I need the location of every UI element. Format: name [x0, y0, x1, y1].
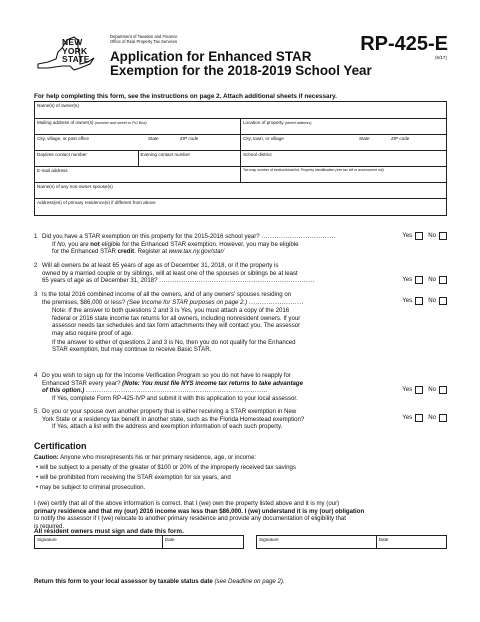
question-3: 3 Is the total 2016 combined income of all the owners, and of any owners' spouses residing on the premises, $86,000 or less? (See Income for STAR purposes on page 2.) ......................... Note: If the answer to both questions 2 and 3 is Yes, you must attach a copy of the 2016 federal or 2016 state income tax returns for all owners, including nonresident owners. If your assessor needs tax schedules and tax form attachments they will contact you. The assessor may also require proof of age. If the answer to either of questions 2 and 3 is No, then you do not qualify for the Enhanced STAR exemption, but may continue to receive Basic STAR. Yes No: [34, 291, 447, 354]
bullet-item: • will be subject to a penalty of the greater of $100 or 20% of the improperly received tax savings: [36, 464, 296, 471]
q4-yes-checkbox[interactable]: [415, 386, 423, 394]
q2-yes-checkbox[interactable]: [415, 276, 423, 284]
signature-field-2[interactable]: Signature: [259, 537, 279, 542]
date-field-2[interactable]: Date: [376, 536, 446, 548]
all-resident-owners-note: All resident owners must sign and date this form.: [34, 528, 184, 535]
q1-answer: Yes No: [402, 232, 447, 240]
q4-answer: Yes No: [402, 386, 447, 394]
return-instructions: Return this form to your local assessor by taxable status date (see Deadline on page 2).: [34, 578, 285, 585]
property-city-field[interactable]: City, town, or village State ZIP code: [240, 135, 446, 150]
date-field-1[interactable]: Date: [162, 536, 243, 548]
department-name: Department of Taxation and Finance Office of Real Property Tax Services: [110, 34, 178, 45]
owner-names-field[interactable]: Name(s) of owner(s): [37, 103, 79, 108]
evening-phone-field[interactable]: Evening contact number: [138, 151, 241, 166]
mailing-city-field[interactable]: City, village, or post office State ZIP code: [37, 136, 199, 141]
question-4: 4 Do you wish to sign up for the Income Verification Program so you do not have to reapply for Enhanced STAR every year? (Note: You must file NYS income tax returns to take advantage of this option.) ................................................................................... If Yes, complete Form RP-425-IVP and submit it with this application to your local assessor. Yes No: [34, 372, 447, 402]
q4-no-checkbox[interactable]: [439, 386, 447, 394]
school-district-field[interactable]: School district: [240, 151, 446, 166]
question-5: 5 Do you or your spouse own another property that is either receiving a STAR exemption in New York State or a residency tax benefit in another state, such as the Florida Homestead exemption? If Yes, attach a list with the address and exemption information of each such property. Yes No: [34, 408, 447, 431]
email-field[interactable]: E-mail address: [37, 168, 68, 173]
q3-yes-checkbox[interactable]: [415, 297, 423, 305]
question-1: 1 Did you have a STAR exemption on this property for the 2015-2016 school year? .................................. If No, you are not eligible for the Enhanced STAR exemption. However, you may be eligible for the Enhanced STAR credit. Register at www.tax.ny.gov/star/ Yes No: [34, 233, 447, 256]
q5-no-checkbox[interactable]: [439, 414, 447, 422]
logo-text: NEW YORK STATE: [62, 37, 90, 64]
caution-text: Caution: Anyone who misrepresents his or her primary residence, age, or income:: [34, 454, 257, 461]
non-owner-spouse-field[interactable]: Name(s) of any non-owner spouse(s): [37, 184, 113, 189]
daytime-phone-field[interactable]: Daytime contact number: [37, 152, 87, 157]
owner-info-table: [34, 101, 447, 216]
form-number: RP-425-E: [360, 33, 448, 55]
certification-heading: Certification: [34, 441, 87, 451]
tax-map-field[interactable]: Tax map number of section/block/lot: Property identification (see tax bill or assessment roll): [240, 167, 446, 182]
certification-text: I (we) certify that all of the above information is correct, that I (we) own the property listed above and it is my (our) primary residence and that my (our) 2016 income was less than $86,000. I (we) understand it is my (our) obligation to notify the assessor if I (we) relocate to another primary residence and provide any documentation of eligibility that is required.: [34, 500, 365, 530]
q2-answer: Yes No: [402, 276, 447, 284]
bullet-item: • will be prohibited from receiving the STAR exemption for six years, and: [36, 474, 231, 481]
q5-yes-checkbox[interactable]: [415, 414, 423, 422]
q1-yes-checkbox[interactable]: [415, 232, 423, 240]
signature-field-1[interactable]: Signature: [37, 537, 57, 542]
question-2: 2 Will all owners be at least 65 years of age as of December 31, 2018, or if the property is owned by a married couple or by siblings, will at least one of the spouses or siblings be at least 65 years of age as of December 31, 2018? ....................................................................... Yes No: [34, 262, 447, 285]
primary-residence-field[interactable]: Address(es) of primary residence(s) if different from above: [37, 200, 156, 205]
bullet-item: • may be subject to criminal prosecution.: [36, 484, 146, 491]
nys-logo: [34, 34, 96, 74]
form-title: Application for Enhanced STAR Exemption for the 2018-2019 School Year: [110, 49, 372, 78]
signature-row-1: [34, 535, 244, 549]
q2-no-checkbox[interactable]: [439, 276, 447, 284]
property-location-field[interactable]: Location of property (street address): [240, 119, 446, 134]
signature-row-2: [256, 535, 447, 549]
mailing-address-field[interactable]: Mailing address of owner(s) (number and street or PO Box): [37, 120, 147, 125]
q5-answer: Yes No: [402, 414, 447, 422]
q1-no-checkbox[interactable]: [439, 232, 447, 240]
q3-no-checkbox[interactable]: [439, 297, 447, 305]
q3-answer: Yes No: [402, 297, 447, 305]
form-revision: (6/17): [434, 55, 447, 60]
instructions: For help completing this form, see the instructions on page 2. Attach additional sheets if necessary.: [34, 93, 337, 100]
